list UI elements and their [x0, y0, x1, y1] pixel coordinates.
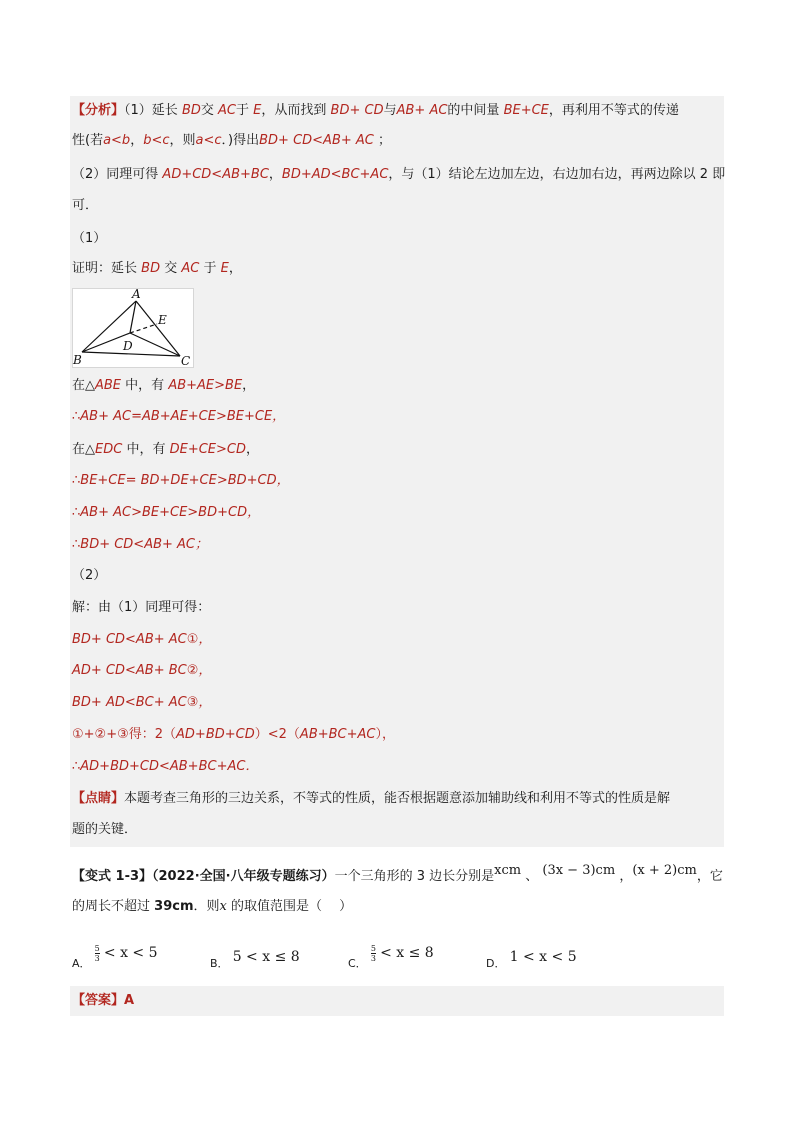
option-b[interactable]: $_{B.}$ 5 < x ≤ 8 — [210, 949, 300, 970]
part1-step-4: ∴BE+CE= BD+DE+CE>BD+CD， — [72, 473, 290, 488]
label-a: A — [132, 288, 141, 301]
part1-step-1: 在△ABE 中，有 AB+AE>BE， — [72, 378, 256, 393]
comment-label: 【点睛】 — [72, 791, 125, 806]
fraction-5-3: $\frac{5}{3}$ — [370, 944, 376, 963]
part1-step-2: ∴AB+ AC=AB+AE+CE>BE+CE， — [72, 409, 286, 424]
answer-label: 【答案】 — [72, 993, 125, 1008]
part2-step-3: AD+ CD<AB+ BC②， — [72, 663, 212, 678]
part2-step-6: ∴AD+BD+CD<AB+BC+AC． — [72, 759, 259, 774]
part1-step-5: ∴AB+ AC>BE+CE>BD+CD， — [72, 505, 261, 520]
part2-step-5: ①+②+③得：2（AD+BD+CD）<2（AB+BC+AC）， — [72, 727, 395, 742]
part2-step-4: BD+ AD<BC+ AC③， — [72, 695, 212, 710]
analysis-label: 【分析】 — [72, 103, 125, 118]
answer-line — [72, 990, 134, 1012]
analysis-line-4: 可． — [72, 198, 99, 213]
question-line-2: 的周长不超过 39cm．则x 的取值范围是（ ） — [72, 899, 353, 914]
option-c[interactable]: $_{C.}$ $\frac{5}{3}$ < x ≤ 8 — [348, 944, 434, 970]
answer-shade — [70, 986, 724, 1016]
analysis-line-3: （2）同理可得 AD+CD<AB+BC，BD+AD<BC+AC，与（1）结论左边加左边，右边加右边，再两边除以 2 即 — [72, 167, 726, 182]
option-d[interactable]: $_{D.}$ 1 < x < 5 — [486, 949, 577, 970]
question-line-1: 【变式 1-3】（2022·全国·八年级专题练习）一个三角形的 3 边长分别是xcm 、 (3x − 3)cm ，(x + 2)cm，它 — [72, 863, 723, 884]
part2-label: （2） — [72, 568, 107, 583]
question-source: （2022·全国·八年级专题练习） — [152, 869, 335, 884]
part2-step-1: 解：由（1）同理可得： — [72, 600, 211, 615]
analysis-line-1: 【分析】（1）延长 BD交 AC于 E，从而找到 BD+ CD与AB+ AC的中间量 BE+CE，再利用不等式的传递 — [72, 103, 679, 118]
comment-line-2: 题的关键． — [72, 822, 138, 837]
option-a[interactable]: $_{A.}$ $\frac{5}{3}$ < x < 5 — [72, 944, 158, 970]
fraction-5-3: $\frac{5}{3}$ — [94, 944, 100, 963]
label-d: D — [123, 339, 133, 353]
part1-proof-intro: 证明：延长 BD 交 AC 于 E， — [72, 261, 242, 276]
label-c: C — [181, 354, 191, 368]
label-b: B — [73, 353, 82, 367]
question-label: 【变式 1-3】 — [72, 869, 153, 884]
part1-label: （1） — [72, 231, 107, 246]
triangle-diagram — [72, 288, 194, 368]
analysis-line-2: 性(若a<b，b<c，则a<c．)得出BD+ CD<AB+ AC ； — [72, 133, 392, 148]
comment-line-1: 【点睛】本题考查三角形的三边关系，不等式的性质，能否根据题意添加辅助线和利用不等式的性质是解 — [72, 791, 671, 806]
label-e: E — [158, 313, 167, 327]
part1-step-3: 在△EDC 中，有 DE+CE>CD， — [72, 442, 260, 457]
answer-value: A — [124, 993, 135, 1008]
part2-step-2: BD+ CD<AB+ AC①， — [72, 632, 212, 647]
part1-step-6: ∴BD+ CD<AB+ AC； — [72, 537, 209, 552]
